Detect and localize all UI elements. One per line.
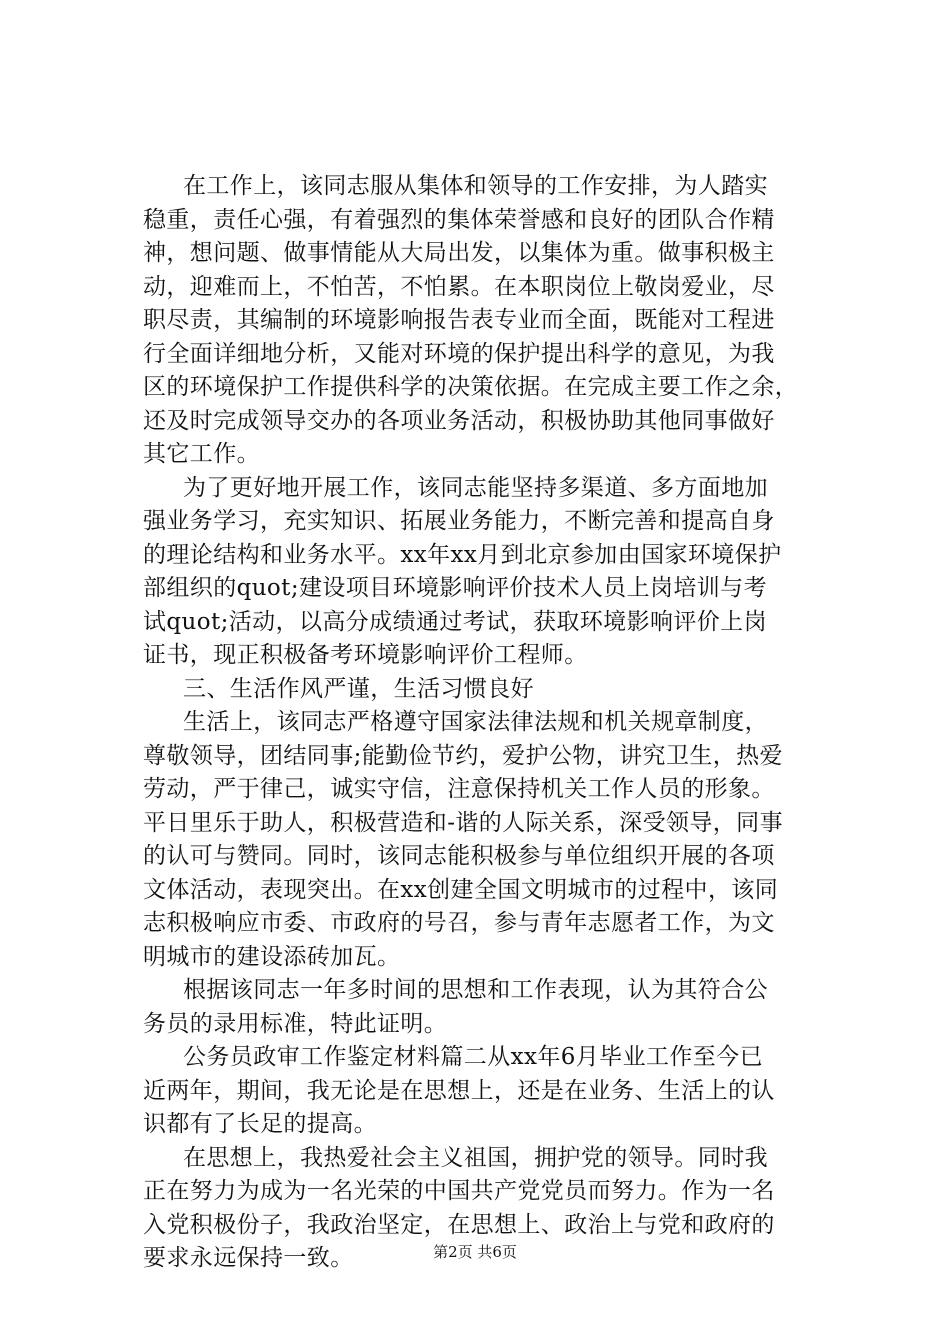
text-line: 的认可与赞同。同时，该同志能积极参与单位组织开展的各项 — [143, 843, 775, 869]
page-number: 第2页 共6页 — [433, 1243, 517, 1261]
text-line: 根据该同志一年多时间的思想和工作表现，认为其符合公 — [183, 977, 768, 1003]
text-line: 正在努力为成为一名光荣的中国共产党党员而努力。作为一名 — [143, 1178, 775, 1204]
text-line: 在思想上，我热爱社会主义祖国，拥护党的领导。同时我 — [183, 1144, 768, 1171]
text-line: 其它工作。 — [143, 441, 260, 467]
text-line: 要求永远保持一致。 — [143, 1245, 354, 1271]
text-line: 公务员政审工作鉴定材料篇二从xx年6月毕业工作至今已 — [183, 1044, 763, 1070]
text-line: 务员的录用标准，特此证明。 — [143, 1010, 448, 1037]
text-line: 证书，现正积极备考环境影响评价工程师。 — [143, 642, 588, 668]
text-line: 动，迎难而上，不怕苦，不怕累。在本职岗位上敬岗爱业，尽 — [143, 273, 775, 300]
text-line: 识都有了长足的提高。 — [143, 1111, 377, 1137]
text-line: 在工作上，该同志服从集体和领导的工作安排，为人踏实 — [183, 173, 768, 199]
text-line: 近两年，期间，我无论是在思想上，还是在业务、生活上的认 — [143, 1077, 775, 1104]
text-line: 入党积极份子，我政治坚定，在思想上、政治上与党和政府的 — [143, 1211, 775, 1238]
text-line: 稳重，责任心强，有着强烈的集体荣誉感和良好的团队合作精 — [143, 206, 775, 233]
text-line: 部组织的quot;建设项目环境影响评价技术人员上岗培训与考 — [143, 575, 767, 601]
text-line: 志积极响应市委、市政府的号召，参与青年志愿者工作，为文 — [143, 910, 775, 936]
document-body — [143, 170, 843, 1276]
text-line: 生活上，该同志严格遵守国家法律法规和机关规章制度， — [183, 709, 768, 735]
text-line: 区的环境保护工作提供科学的决策依据。在完成主要工作之余， — [143, 374, 799, 400]
section-heading: 三、生活作风严谨，生活习惯良好 — [183, 675, 534, 702]
text-line: 尊敬领导，团结同事;能勤俭节约，爱护公物，讲究卫生，热爱 — [143, 742, 783, 769]
text-line: 还及时完成领导交办的各项业务活动，积极协助其他同事做好 — [143, 407, 775, 434]
text-line: 劳动，严于律己，诚实守信，注意保持机关工作人员的形象。 — [143, 776, 775, 802]
text-line: 文体活动，表现突出。在xx创建全国文明城市的过程中，该同 — [143, 876, 779, 903]
text-line: 试quot;活动，以高分成绩通过考试，获取环境影响评价上岗 — [143, 608, 767, 635]
text-line: 职尽责，其编制的环境影响报告表专业而全面，既能对工程进 — [143, 307, 775, 333]
text-line: 为了更好地开展工作，该同志能坚持多渠道、多方面地加 — [183, 474, 768, 501]
text-line: 行全面详细地分析，又能对环境的保护提出科学的意见，为我 — [143, 340, 775, 367]
text-line: 的理论结构和业务水平。xx年xx月到北京参加由国家环境保护 — [143, 541, 782, 568]
text-line: 明城市的建设添砖加瓦。 — [143, 943, 401, 970]
text-line: 平日里乐于助人，积极营造和-谐的人际关系，深受领导，同事 — [143, 809, 783, 836]
text-line: 神，想问题、做事情能从大局出发，以集体为重。做事积极主 — [143, 240, 775, 266]
text-line: 强业务学习，充实知识、拓展业务能力，不断完善和提高自身 — [143, 508, 775, 534]
